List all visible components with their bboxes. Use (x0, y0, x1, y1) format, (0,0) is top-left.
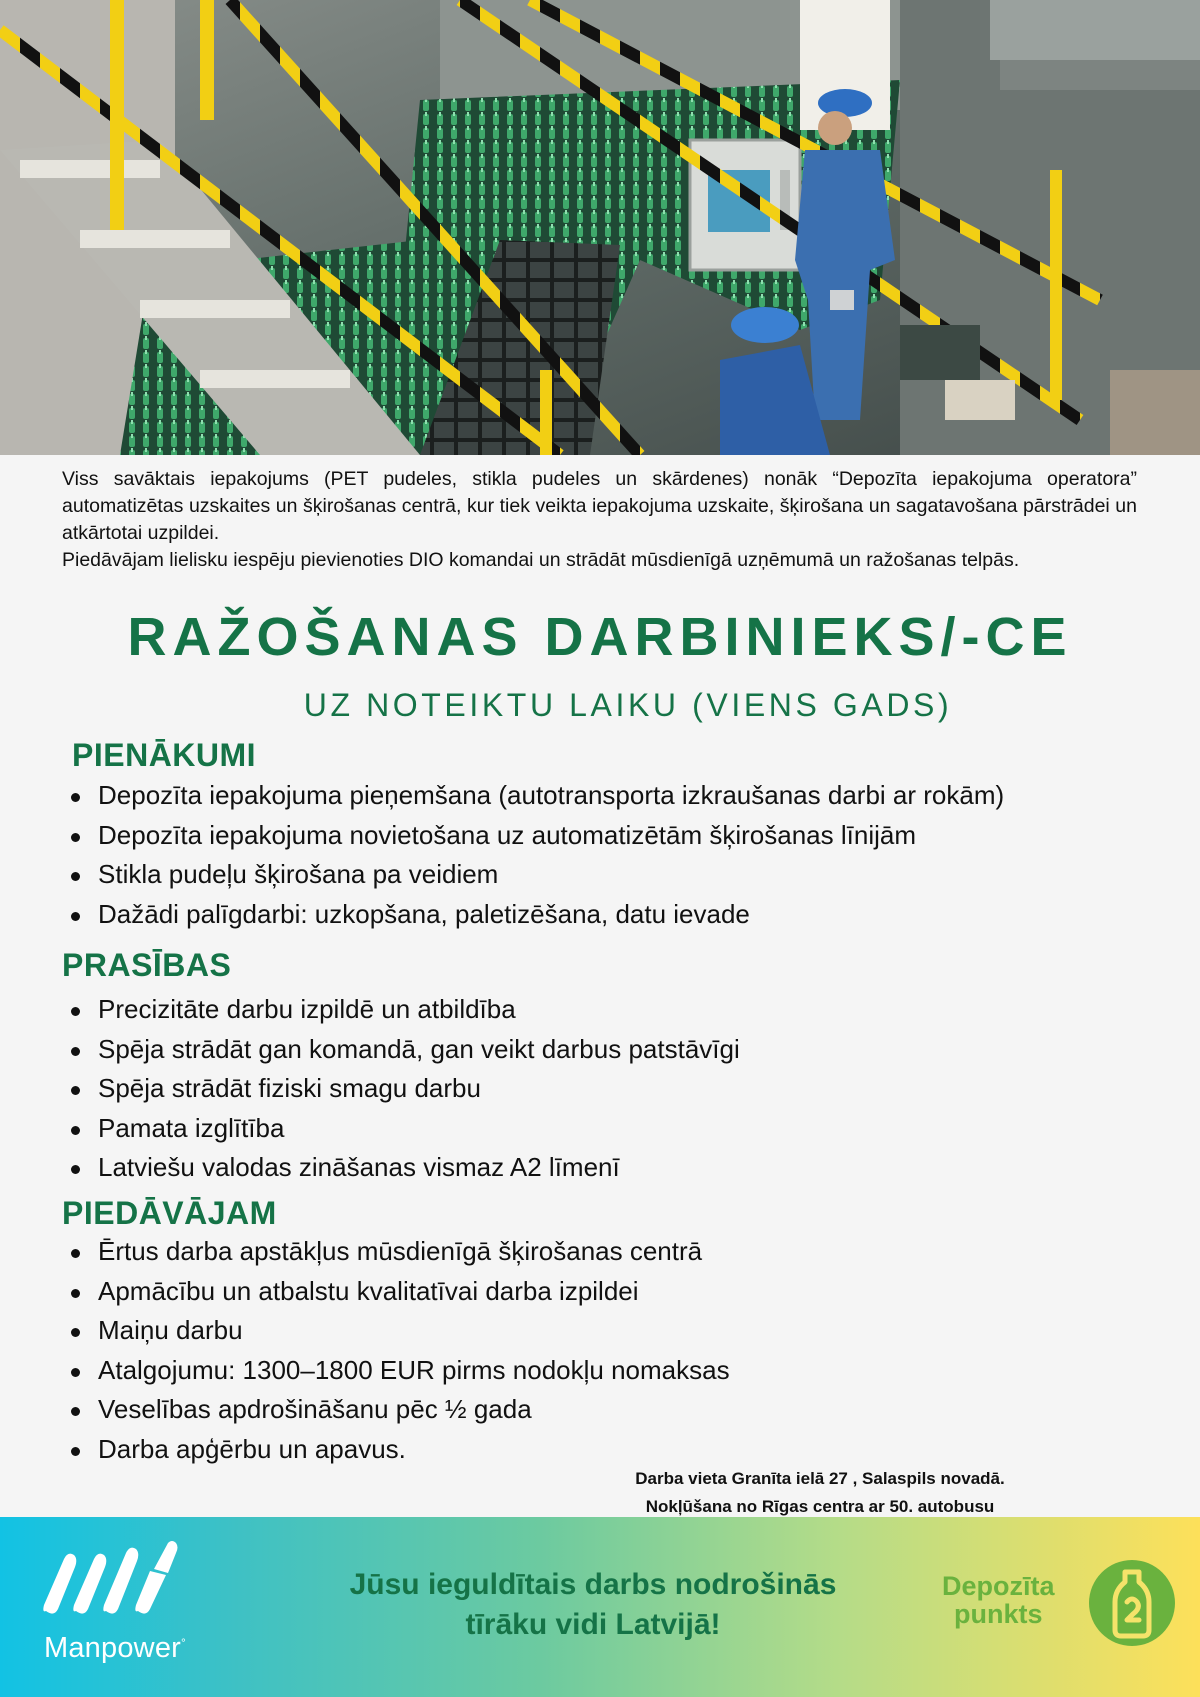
duties-heading: PIENĀKUMI (72, 737, 257, 773)
list-item: Depozīta iepakojuma pieņemšana (autotransporta izkraušanas darbi ar rokām) (98, 776, 1004, 816)
manpower-logo-icon (42, 1541, 192, 1630)
list-item: Ērtus darba apstākļus mūsdienīgā šķirošanas centrā (98, 1232, 730, 1272)
partner-line-2: punkts (954, 1599, 1043, 1629)
partner-line-1: Depozīta (942, 1571, 1055, 1601)
requirements-list (62, 990, 740, 1188)
list-item: Spēja strādāt fiziski smagu darbu (98, 1069, 740, 1109)
work-location (560, 1465, 1080, 1521)
location-transport: Nokļūšana no Rīgas centra ar 50. autobusu (645, 1497, 995, 1516)
list-item: Dažādi palīgdarbi: uzkopšana, paletizēšana, datu ievade (98, 895, 1004, 935)
job-title: RAŽOŠANAS DARBINIEKS/-CE (127, 607, 1073, 667)
location-address: Darba vieta Granīta ielā 27 , Salaspils novadā. (635, 1469, 1005, 1488)
footer-slogan (318, 1565, 868, 1645)
list-item: Depozīta iepakojuma novietošana uz automatizētām šķirošanas līnijām (98, 816, 1004, 856)
brand-mark: ° (181, 1635, 186, 1650)
depozita-punkts-bottle-icon (1087, 1558, 1177, 1653)
list-item: Spēja strādāt gan komandā, gan veikt darbus patstāvīgi (98, 1030, 740, 1070)
offer-heading: PIEDĀVĀJAM (62, 1195, 277, 1231)
list-item: Apmācību un atbalstu kvalitatīvai darba izpildei (98, 1272, 730, 1312)
intro-paragraph-1: Viss savāktais iepakojums (PET pudeles, stikla pudeles un skārdenes) nonāk “Depozīta iepakojuma operatora” automatizētas uzskaites un šķirošanas centrā, kur tiek veikta iepakojuma uzskaite, šķirošana un sagatavošana pārstrādei un atkārtotai uzpildei. (62, 468, 1137, 544)
list-item: Veselības apdrošināšanu pēc ½ gada (98, 1390, 730, 1430)
slogan-line-2: tīrāku vidi Latvijā! (465, 1608, 721, 1641)
intro-paragraph-2: Piedāvājam lielisku iespēju pievienoties DIO komandai un strādāt mūsdienīgā uzņēmumā un ražošanas telpās. (62, 549, 1020, 571)
requirements-heading: PRASĪBAS (62, 947, 232, 983)
list-item: Latviešu valodas zināšanas vismaz A2 līmenī (98, 1148, 740, 1188)
slogan-line-1: Jūsu ieguldītais darbs nodrošinās (349, 1568, 837, 1601)
intro-text (62, 466, 1137, 574)
job-subtitle: UZ NOTEIKTU LAIKU (VIENS GADS) (303, 687, 953, 723)
list-item: Precizitāte darbu izpildē un atbildība (98, 990, 740, 1030)
hero-photo (0, 0, 1200, 455)
list-item: Pamata izglītība (98, 1109, 740, 1149)
duties-list (62, 776, 1004, 934)
brand-name-text: Manpower (44, 1632, 181, 1664)
list-item: Maiņu darbu (98, 1311, 730, 1351)
manpower-brand-name (44, 1632, 186, 1665)
footer-banner (0, 1517, 1200, 1697)
offer-list (62, 1232, 730, 1469)
partner-logo-text (942, 1572, 1055, 1628)
list-item: Atalgojumu: 1300–1800 EUR pirms nodokļu nomaksas (98, 1351, 730, 1391)
list-item: Darba apģērbu un apavus. (98, 1430, 730, 1470)
list-item: Stikla pudeļu šķirošana pa veidiem (98, 855, 1004, 895)
